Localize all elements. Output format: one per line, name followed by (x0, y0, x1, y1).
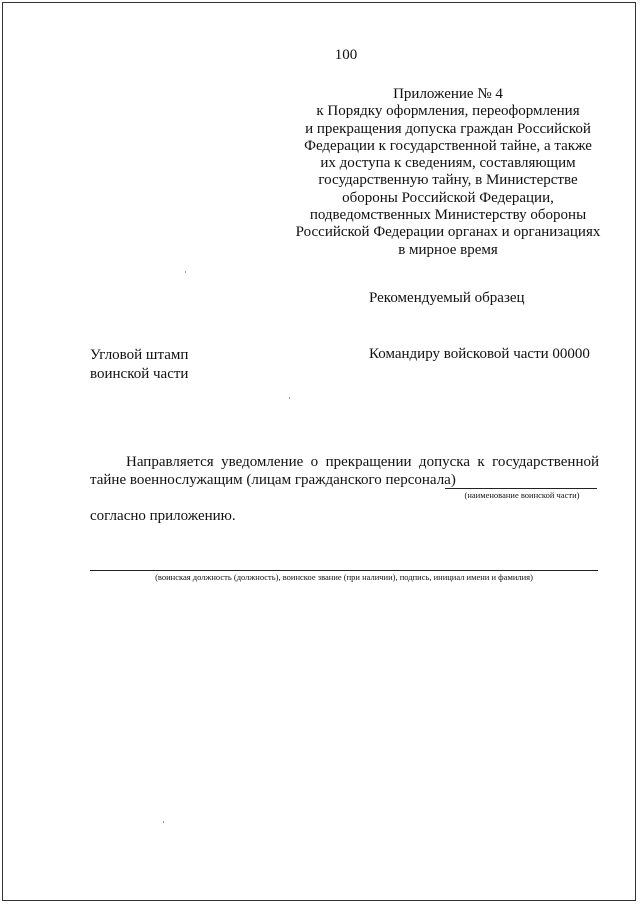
scan-speck (185, 271, 186, 273)
scan-speck (163, 821, 164, 823)
appendix-title: Приложение № 4 (393, 86, 503, 102)
stamp-line: Угловой штамп (90, 347, 189, 363)
body-text-line: согласно приложению. (90, 508, 236, 524)
appendix-line: обороны Российской Федерации, (342, 189, 554, 206)
appendix-line: Федерации к государственной тайне, а также (304, 137, 592, 154)
body-text-line: Направляется уведомление о прекращении допуска к государственной (126, 454, 599, 470)
appendix-header (295, 86, 601, 259)
appendix-line: Российской Федерации органах и организациях (295, 224, 601, 241)
scan-speck (289, 397, 290, 399)
appendix-line: подведомственных Министерству обороны (309, 207, 587, 224)
page-number: 100 (334, 47, 358, 63)
appendix-line: государственную тайну, в Министерстве (318, 172, 578, 189)
corner-stamp (90, 346, 188, 384)
document-page (2, 2, 636, 901)
appendix-line: к Порядку оформления, переоформления (316, 103, 580, 120)
unit-fill-line (445, 488, 597, 489)
unit-caption: (наименование воинской части) (464, 490, 580, 500)
appendix-line: в мирное время (398, 241, 498, 258)
signature-fill-line (90, 570, 598, 571)
appendix-line: их доступа к сведениям, составляющим (320, 155, 576, 172)
addressee: Командиру войсковой части 00000 (369, 346, 590, 362)
body-text-line: тайне военнослужащим (лицам гражданского персонала) (90, 472, 456, 488)
stamp-line: воинской части (90, 366, 189, 382)
sample-mark: Рекомендуемый образец (369, 290, 525, 306)
appendix-line: и прекращения допуска граждан Российской (305, 120, 591, 137)
signature-caption: (воинская должность (должность), воинское звание (при наличии), подпись, инициал имени и фамилия) (155, 572, 533, 582)
